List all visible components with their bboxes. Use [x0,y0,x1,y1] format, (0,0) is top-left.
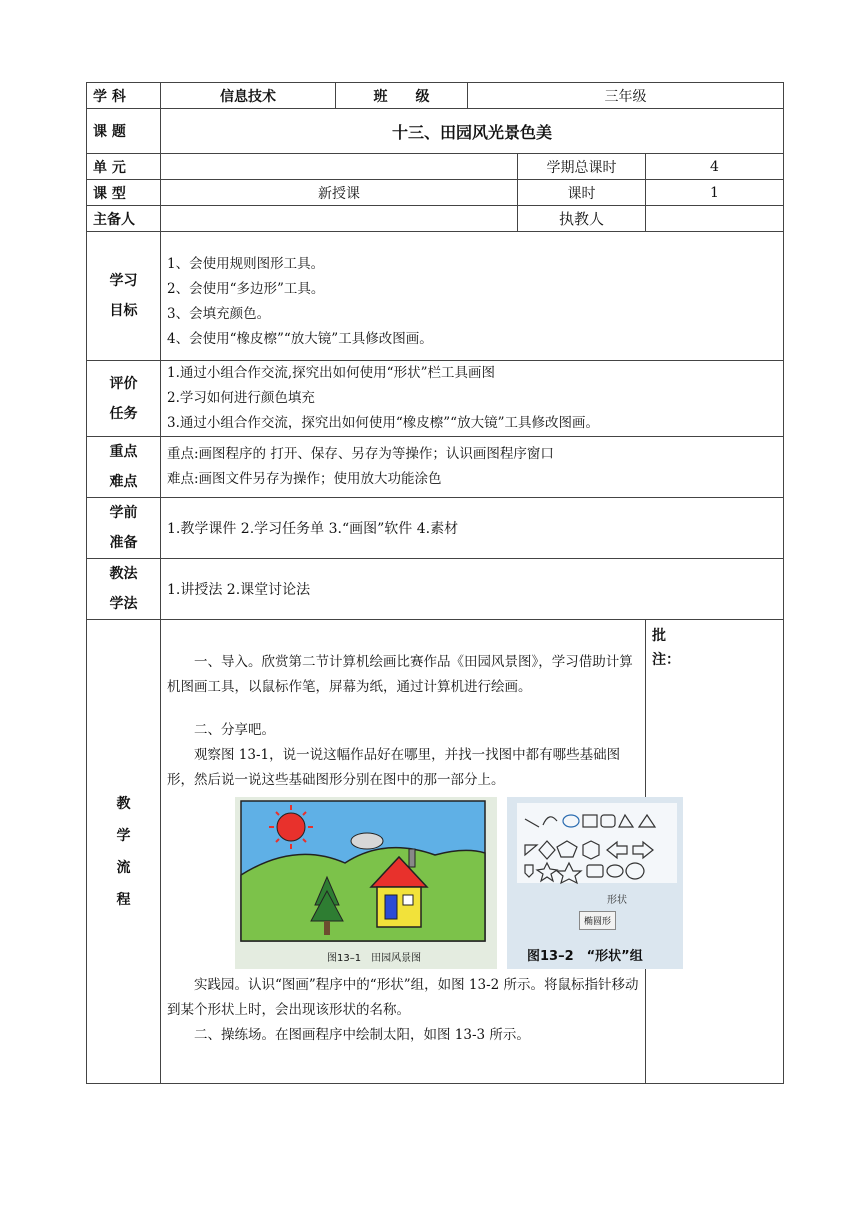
total-hours-label: 学期总课时 [518,154,646,180]
task-item: 3.通过小组合作交流，探究出如何使用“橡皮檫”“放大镜”工具修改图画。 [167,415,599,431]
keypoints-label: 重点 难点 [87,437,161,498]
preparer-value [161,206,518,232]
shapes-palette-illustration [507,797,683,917]
objectives-list [161,232,784,361]
keypoint-item: 难点:画图文件另存为操作；使用放大功能涂色 [167,471,442,487]
observe-paragraph: 观察图 13-1，说一说这幅作品好在哪里，并找一找图中都有哪些基础图形，然后说一说这些基础图形分别在图中的那一部分上。 [167,747,621,788]
objective-item: 4、会使用“橡皮檫”“放大镜”工具修改图画。 [167,331,433,347]
hours-value: 1 [646,180,784,206]
subject-label: 学 科 [87,83,161,109]
hours-label: 课时 [518,180,646,206]
practice-paragraph: 实践园。认识“图画”程序中的“形状”组，如图 13-2 所示。将鼠标指针移动到某个形状上时，会出现该形状的名称。 [167,977,639,1018]
figure-13-2 [507,797,683,969]
figure-row [235,797,643,969]
methods-text: 1.讲授法 2.课堂讨论法 [161,559,784,620]
share-heading: 二、分享吧。 [194,722,275,738]
topic-value: 十三、田园风光景色美 [161,109,784,154]
teacher-label: 执教人 [518,206,646,232]
intro-paragraph: 一、导入。欣赏第二节计算机绘画比赛作品《田园风景图》，学习借助计算机图画工具，以鼠标作笔，屏幕为纸，通过计算机进行绘画。 [167,654,633,695]
unit-label: 单 元 [87,154,161,180]
class-value: 三年级 [468,83,784,109]
figure-2-caption: 图13–2 “形状”组 [527,949,643,964]
task-item: 2.学习如何进行颜色填充 [167,390,315,406]
type-value: 新授课 [161,180,518,206]
landscape-illustration [235,797,497,969]
tasks-list [161,361,784,437]
unit-value [161,154,518,180]
lesson-plan-table [86,82,784,1084]
objective-item: 1、会使用规则图形工具。 [167,256,325,272]
figure-1-caption: 图13–1 田园风景图 [327,953,422,964]
class-label: 班 级 [336,83,468,109]
figure-13-1 [235,797,497,969]
objectives-label: 学习 目标 [87,232,161,361]
task-item: 1.通过小组合作交流,探究出如何使用“形状”栏工具画图 [167,365,495,381]
keypoints-list [161,437,784,498]
methods-label: 教法 学法 [87,559,161,620]
tasks-label: 评价 任务 [87,361,161,437]
preparation-text: 1.教学课件 2.学习任务单 3.“画图”软件 4.素材 [161,498,784,559]
subject-value: 信息技术 [161,83,336,109]
teacher-value [646,206,784,232]
drill-paragraph: 二、操练场。在图画程序中绘制太阳，如图 13-3 所示。 [194,1027,530,1043]
keypoint-item: 重点:画图程序的 打开、保存、另存为等操作；认识画图程序窗口 [167,446,554,462]
objective-item: 3、会填充颜色。 [167,306,271,322]
process-content [161,620,646,1084]
objective-item: 2、会使用“多边形”工具。 [167,281,325,297]
ellipse-tooltip: 椭圆形 [579,911,616,930]
total-hours-value: 4 [646,154,784,180]
shapes-group-label: 形状 [607,895,627,906]
type-label: 课 型 [87,180,161,206]
preparer-label: 主备人 [87,206,161,232]
process-label: 教 学 流 程 [87,620,161,1084]
preparation-label: 学前 准备 [87,498,161,559]
notes-column: 批 注： [646,620,784,1084]
topic-label: 课 题 [87,109,161,154]
